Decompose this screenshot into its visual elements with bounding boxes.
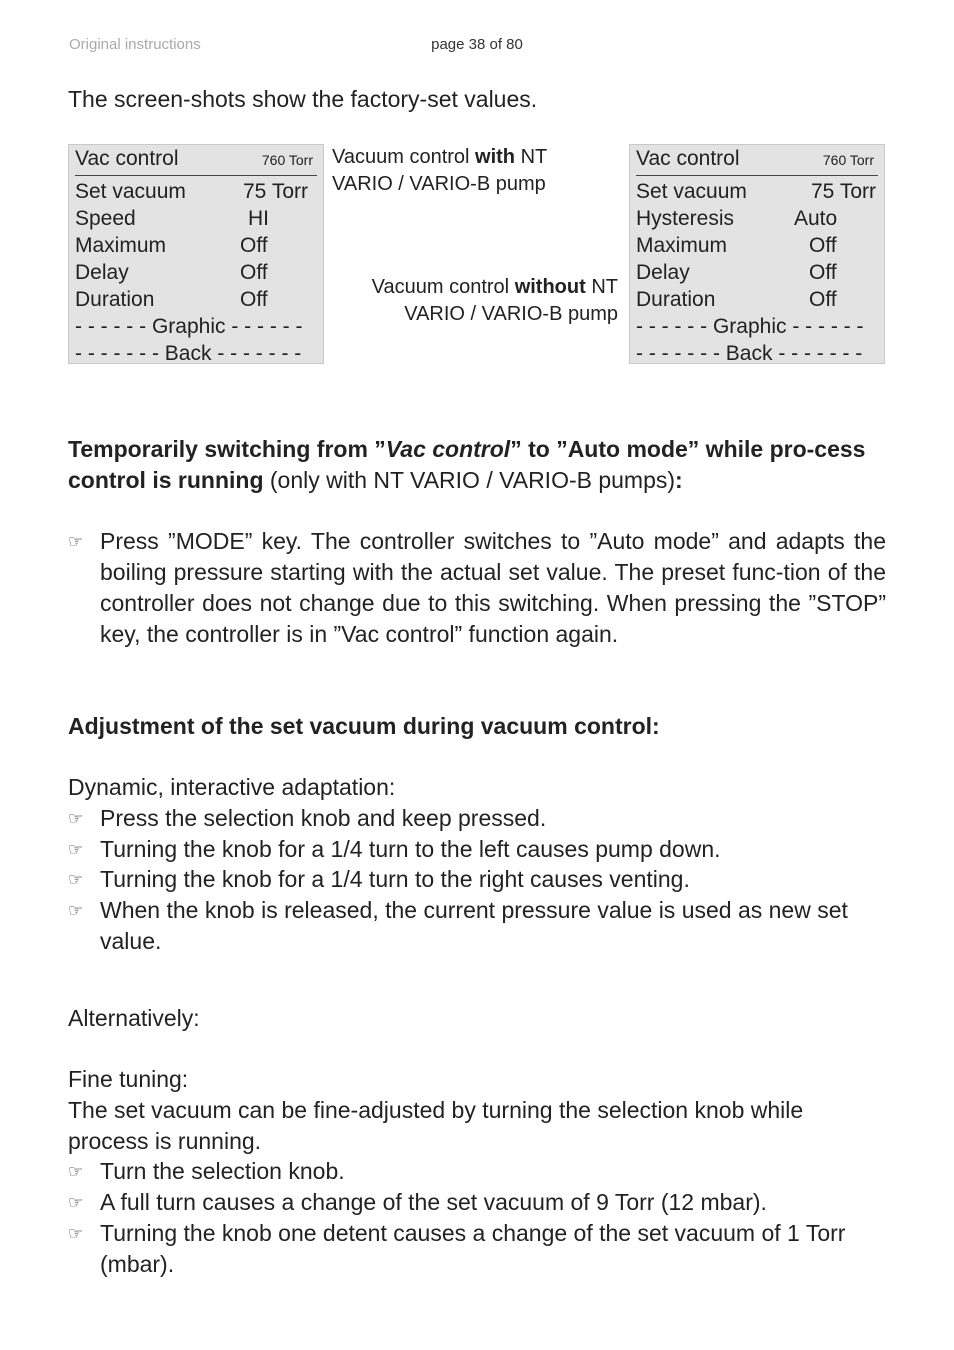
menu-row: [75, 178, 317, 205]
pointing-hand-icon: ☞: [68, 870, 84, 889]
menu-row: [75, 205, 317, 232]
row-label: Maximum: [636, 234, 728, 257]
screen-title: Vac control: [636, 147, 740, 170]
row-label: Speed: [75, 207, 136, 230]
note-without-vario: Vacuum control without NT VARIO / VARIO-B pump: [371, 276, 618, 325]
menu-row: [75, 286, 317, 313]
menu-row: [75, 259, 317, 286]
row-value: Off: [809, 288, 837, 311]
display-screen-with-vario: [68, 144, 324, 364]
back-menu-item: - - - - - - - Back - - - - - - -: [75, 342, 302, 365]
list-item: ☞ Press ”MODE” key. The controller switches to ”Auto mode” and adapts the boiling pressure starting with the actual set value. The preset func-tion of the controller does not change due to this switching. When pressing the ”STOP” key, the controller is in ”Vac control” function again.: [68, 528, 886, 647]
intro-text: The screen-shots show the factory-set values.: [68, 86, 538, 112]
row-value: Off: [240, 288, 268, 311]
list-item: ☞ Turning the knob one detent causes a change of the set vacuum of 1 Torr (mbar).: [68, 1220, 846, 1277]
pointing-hand-icon: ☞: [68, 809, 84, 828]
row-label: Duration: [75, 288, 155, 311]
list-item: ☞ A full turn causes a change of the set vacuum of 9 Torr (12 mbar).: [68, 1187, 886, 1218]
screen-title: Vac control: [75, 147, 179, 170]
fine-tuning-label: Fine tuning:: [68, 1066, 189, 1092]
row-label: Maximum: [75, 234, 167, 257]
graphic-menu-item: - - - - - - Graphic - - - - - -: [75, 315, 303, 338]
screen-header: [75, 145, 317, 176]
menu-row: [636, 286, 878, 313]
subheading-dynamic: Dynamic, interactive adaptation:: [68, 774, 396, 800]
pointing-hand-icon: ☞: [68, 532, 84, 551]
fine-tuning-paragraph: The set vacuum can be fine-adjusted by turning the selection knob while process is running.: [68, 1097, 804, 1154]
row-value: Off: [240, 261, 268, 284]
menu-row: [636, 232, 878, 259]
section-heading-auto-mode: Temporarily switching from ”Vac control” to ”Auto mode” while pro-cess control is running (only with NT VARIO / VARIO-B pumps):: [68, 436, 866, 493]
screen-pressure: 760 Torr: [822, 152, 874, 168]
screen-pressure: 760 Torr: [261, 152, 313, 168]
pointing-hand-icon: ☞: [68, 901, 84, 920]
menu-row: [636, 259, 878, 286]
row-value: Off: [240, 234, 268, 257]
row-label: Delay: [636, 261, 690, 284]
pointing-hand-icon: ☞: [68, 1224, 84, 1243]
row-label: Set vacuum: [75, 180, 186, 203]
back-menu-item: - - - - - - - Back - - - - - - -: [636, 342, 863, 365]
row-label: Hysteresis: [636, 207, 735, 230]
row-value: Off: [809, 261, 837, 284]
header-label: Original instructions: [69, 36, 201, 53]
row-label: Delay: [75, 261, 129, 284]
list-item: ☞ Turn the selection knob.: [68, 1156, 886, 1187]
screen-header: [636, 145, 878, 176]
list-item: ☞ Turning the knob for a 1/4 turn to the left causes pump down.: [68, 834, 886, 865]
row-value: 75 Torr: [243, 180, 308, 203]
display-screen-without-vario: [629, 144, 885, 364]
row-value: Off: [809, 234, 837, 257]
section-heading-adjustment: Adjustment of the set vacuum during vacuum control:: [68, 713, 660, 739]
pointing-hand-icon: ☞: [68, 840, 84, 859]
note-with-vario: Vacuum control with NT VARIO / VARIO-B pump: [332, 146, 547, 195]
row-value: 75 Torr: [811, 180, 876, 203]
page-number: page 38 of 80: [431, 36, 523, 53]
row-label: Set vacuum: [636, 180, 747, 203]
row-label: Duration: [636, 288, 716, 311]
pointing-hand-icon: ☞: [68, 1162, 84, 1181]
list-item: ☞ Turning the knob for a 1/4 turn to the right causes venting.: [68, 864, 886, 895]
row-value: HI: [248, 207, 269, 230]
menu-row: [75, 232, 317, 259]
list-item: ☞ When the knob is released, the current pressure value is used as new set value.: [68, 897, 848, 954]
list-item: ☞ Press the selection knob and keep pressed.: [68, 803, 886, 834]
alternatively-label: Alternatively:: [68, 1005, 200, 1031]
pointing-hand-icon: ☞: [68, 1193, 84, 1212]
menu-row: [636, 178, 878, 205]
graphic-menu-item: - - - - - - Graphic - - - - - -: [636, 315, 864, 338]
row-value: Auto: [794, 207, 838, 230]
menu-row: [636, 205, 878, 232]
